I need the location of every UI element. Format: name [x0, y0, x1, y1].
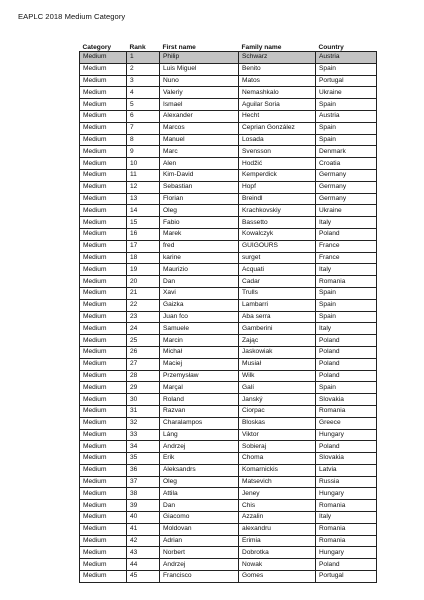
table-row [80, 523, 377, 535]
column-header-family-name: Family name [241, 44, 282, 51]
category-cell: Medium [80, 134, 127, 146]
category-cell: Medium [80, 441, 127, 453]
table-row [80, 205, 377, 217]
category-cell: Medium [80, 547, 127, 559]
country-cell: Romania [316, 405, 377, 417]
first-name-cell: Oleg [160, 476, 239, 488]
family-name-cell: Viktor [239, 429, 316, 441]
table-header [80, 40, 377, 52]
category-cell: Medium [80, 323, 127, 335]
family-name-cell: Matsevich [239, 476, 316, 488]
first-name-cell: Maciej [160, 358, 239, 370]
first-name-cell: Florian [160, 193, 239, 205]
table-row [80, 122, 377, 134]
column-header-category: Category [82, 44, 112, 51]
rank-cell: 39 [127, 500, 160, 512]
family-name-cell: Kowalczyk [239, 228, 316, 240]
rank-cell: 9 [127, 146, 160, 158]
country-cell: Italy [316, 512, 377, 524]
first-name-cell: Giacomo [160, 512, 239, 524]
family-name-cell: Jeney [239, 488, 316, 500]
country-cell: Poland [316, 335, 377, 347]
rank-cell: 7 [127, 122, 160, 134]
category-cell: Medium [80, 535, 127, 547]
first-name-cell: Roland [160, 394, 239, 406]
country-cell: Hungary [316, 429, 377, 441]
country-cell: Germany [316, 169, 377, 181]
first-name-cell: Razvan [160, 405, 239, 417]
first-name-cell: Sebastian [160, 181, 239, 193]
family-name-cell: Svensson [239, 146, 316, 158]
family-name-cell: Cadar [239, 276, 316, 288]
family-name-cell: Trulls [239, 287, 316, 299]
table-row [80, 228, 377, 240]
rank-cell: 11 [127, 169, 160, 181]
country-cell: Romania [316, 276, 377, 288]
category-cell: Medium [80, 52, 127, 64]
family-name-cell: Janský [239, 394, 316, 406]
first-name-cell: fred [160, 240, 239, 252]
family-name-cell: Aba serra [239, 311, 316, 323]
table-row [80, 488, 377, 500]
rank-cell: 23 [127, 311, 160, 323]
country-cell: Portugal [316, 75, 377, 87]
category-cell: Medium [80, 217, 127, 229]
rank-cell: 38 [127, 488, 160, 500]
category-cell: Medium [80, 453, 127, 465]
first-name-cell: Attila [160, 488, 239, 500]
first-name-cell: Aleksandrs [160, 464, 239, 476]
rank-cell: 27 [127, 358, 160, 370]
country-cell: Italy [316, 264, 377, 276]
table-row [80, 169, 377, 181]
table-row [80, 335, 377, 347]
rank-cell: 40 [127, 512, 160, 524]
country-cell: Spain [316, 382, 377, 394]
country-cell: Spain [316, 287, 377, 299]
family-name-cell: Wilk [239, 370, 316, 382]
category-cell: Medium [80, 512, 127, 524]
table-row [80, 417, 377, 429]
first-name-cell: Przemysław [160, 370, 239, 382]
category-cell: Medium [80, 228, 127, 240]
first-name-cell: Charalampos [160, 417, 239, 429]
family-name-cell: Losada [239, 134, 316, 146]
rank-cell: 8 [127, 134, 160, 146]
family-name-cell: Erimia [239, 535, 316, 547]
category-cell: Medium [80, 87, 127, 99]
rank-cell: 6 [127, 110, 160, 122]
table-row [80, 252, 377, 264]
country-cell: Romania [316, 523, 377, 535]
country-cell: Austria [316, 52, 377, 64]
family-name-cell: Schwarz [239, 52, 316, 64]
table-row [80, 311, 377, 323]
family-name-cell: Musiał [239, 358, 316, 370]
family-name-cell: Matos [239, 75, 316, 87]
table-row-highlighted [80, 52, 377, 64]
category-cell: Medium [80, 205, 127, 217]
country-cell: Ukraine [316, 205, 377, 217]
first-name-cell: Erik [160, 453, 239, 465]
category-cell: Medium [80, 429, 127, 441]
category-cell: Medium [80, 571, 127, 583]
category-cell: Medium [80, 358, 127, 370]
rank-cell: 13 [127, 193, 160, 205]
country-cell: Russia [316, 476, 377, 488]
country-cell: Poland [316, 358, 377, 370]
table-row [80, 299, 377, 311]
rank-cell: 29 [127, 382, 160, 394]
country-cell: Romania [316, 500, 377, 512]
rank-cell: 33 [127, 429, 160, 441]
family-name-cell: Dobrotka [239, 547, 316, 559]
family-name-cell: Hopf [239, 181, 316, 193]
table-row [80, 240, 377, 252]
first-name-cell: Fabio [160, 217, 239, 229]
table-row [80, 559, 377, 571]
table-row [80, 476, 377, 488]
document-title: EAPLC 2018 Medium Category [18, 12, 126, 21]
table-row [80, 535, 377, 547]
rank-cell: 12 [127, 181, 160, 193]
table-row [80, 405, 377, 417]
table-row [80, 75, 377, 87]
category-cell: Medium [80, 181, 127, 193]
category-cell: Medium [80, 382, 127, 394]
table-row [80, 500, 377, 512]
column-header-first-name: First name [162, 44, 196, 51]
family-name-cell: Bassetto [239, 217, 316, 229]
category-cell: Medium [80, 276, 127, 288]
first-name-cell: Francisco [160, 571, 239, 583]
category-cell: Medium [80, 488, 127, 500]
family-name-cell: Nemashkalo [239, 87, 316, 99]
category-cell: Medium [80, 370, 127, 382]
rank-cell: 14 [127, 205, 160, 217]
category-cell: Medium [80, 193, 127, 205]
first-name-cell: Juan fco [160, 311, 239, 323]
category-cell: Medium [80, 252, 127, 264]
rank-cell: 4 [127, 87, 160, 99]
table-row [80, 547, 377, 559]
category-cell: Medium [80, 158, 127, 170]
rank-cell: 34 [127, 441, 160, 453]
category-cell: Medium [80, 75, 127, 87]
family-name-cell: Hecht [239, 110, 316, 122]
rank-cell: 24 [127, 323, 160, 335]
table-row [80, 512, 377, 524]
country-cell: Spain [316, 311, 377, 323]
family-name-cell: Nowak [239, 559, 316, 571]
country-cell: Poland [316, 441, 377, 453]
table-row [80, 181, 377, 193]
first-name-cell: Adrian [160, 535, 239, 547]
table-row [80, 346, 377, 358]
country-cell: Hungary [316, 547, 377, 559]
family-name-cell: Choma [239, 453, 316, 465]
table-row [80, 158, 377, 170]
first-name-cell: Marc [160, 146, 239, 158]
rank-cell: 45 [127, 571, 160, 583]
country-cell: Germany [316, 193, 377, 205]
first-name-cell: Nuno [160, 75, 239, 87]
country-cell: Germany [316, 181, 377, 193]
first-name-cell: Luis Miguel [160, 63, 239, 75]
table-row [80, 370, 377, 382]
rank-cell: 31 [127, 405, 160, 417]
country-cell: Poland [316, 228, 377, 240]
first-name-cell: Gaizka [160, 299, 239, 311]
family-name-cell: Jaskowiak [239, 346, 316, 358]
rank-cell: 25 [127, 335, 160, 347]
category-cell: Medium [80, 63, 127, 75]
family-name-cell: Komarnickis [239, 464, 316, 476]
first-name-cell: Kim-David [160, 169, 239, 181]
family-name-cell: Benito [239, 63, 316, 75]
rank-cell: 41 [127, 523, 160, 535]
first-name-cell: Marçal [160, 382, 239, 394]
country-cell: Spain [316, 122, 377, 134]
table-row [80, 429, 377, 441]
country-cell: Denmark [316, 146, 377, 158]
header-row [80, 40, 377, 52]
family-name-cell: Krachkovskiy [239, 205, 316, 217]
country-cell: Italy [316, 323, 377, 335]
column-header-rank: Rank [129, 44, 146, 51]
column-header-country: Country [318, 44, 344, 51]
country-cell: Spain [316, 134, 377, 146]
rank-cell: 21 [127, 287, 160, 299]
category-cell: Medium [80, 523, 127, 535]
first-name-cell: Láng [160, 429, 239, 441]
family-name-cell: Gomes [239, 571, 316, 583]
table-row [80, 394, 377, 406]
category-cell: Medium [80, 240, 127, 252]
first-name-cell: Dan [160, 276, 239, 288]
country-cell: Spain [316, 63, 377, 75]
country-cell: Italy [316, 217, 377, 229]
rank-cell: 22 [127, 299, 160, 311]
category-cell: Medium [80, 299, 127, 311]
family-name-cell: GUIGOURS [239, 240, 316, 252]
country-cell: Poland [316, 370, 377, 382]
table-body [80, 52, 377, 583]
category-cell: Medium [80, 335, 127, 347]
rank-cell: 43 [127, 547, 160, 559]
category-cell: Medium [80, 122, 127, 134]
table-row [80, 441, 377, 453]
rank-cell: 15 [127, 217, 160, 229]
first-name-cell: Alexander [160, 110, 239, 122]
table-row [80, 358, 377, 370]
category-cell: Medium [80, 500, 127, 512]
table-row [80, 276, 377, 288]
table-row [80, 264, 377, 276]
category-cell: Medium [80, 346, 127, 358]
country-cell: France [316, 240, 377, 252]
first-name-cell: Marcos [160, 122, 239, 134]
family-name-cell: Chis [239, 500, 316, 512]
table-row [80, 453, 377, 465]
rank-cell: 30 [127, 394, 160, 406]
first-name-cell: Andrzej [160, 559, 239, 571]
rank-cell: 10 [127, 158, 160, 170]
family-name-cell: Bloskas [239, 417, 316, 429]
table-row [80, 287, 377, 299]
first-name-cell: Ismael [160, 99, 239, 111]
family-name-cell: Hodžić [239, 158, 316, 170]
family-name-cell: Sobieraj [239, 441, 316, 453]
rank-cell: 36 [127, 464, 160, 476]
first-name-cell: Andrzej [160, 441, 239, 453]
country-cell: Greece [316, 417, 377, 429]
rank-cell: 17 [127, 240, 160, 252]
table-row [80, 146, 377, 158]
results-table [79, 40, 377, 583]
rank-cell: 28 [127, 370, 160, 382]
country-cell: Poland [316, 346, 377, 358]
family-name-cell: Galí [239, 382, 316, 394]
country-cell: Poland [316, 559, 377, 571]
category-cell: Medium [80, 417, 127, 429]
rank-cell: 16 [127, 228, 160, 240]
rank-cell: 19 [127, 264, 160, 276]
rank-cell: 44 [127, 559, 160, 571]
first-name-cell: Samuele [160, 323, 239, 335]
first-name-cell: Oleg [160, 205, 239, 217]
country-cell: Hungary [316, 488, 377, 500]
first-name-cell: Maurizio [160, 264, 239, 276]
family-name-cell: Kemperdick [239, 169, 316, 181]
rank-cell: 42 [127, 535, 160, 547]
table-row [80, 87, 377, 99]
country-cell: Croatia [316, 158, 377, 170]
table-row [80, 217, 377, 229]
rank-cell: 1 [127, 52, 160, 64]
family-name-cell: Aguilar Soria [239, 99, 316, 111]
table-row [80, 382, 377, 394]
country-cell: Slovakia [316, 453, 377, 465]
first-name-cell: Alen [160, 158, 239, 170]
table-row [80, 571, 377, 583]
family-name-cell: Ceprian González [239, 122, 316, 134]
rank-cell: 26 [127, 346, 160, 358]
category-cell: Medium [80, 264, 127, 276]
country-cell: Spain [316, 299, 377, 311]
family-name-cell: Lambarri [239, 299, 316, 311]
rank-cell: 3 [127, 75, 160, 87]
country-cell: Spain [316, 99, 377, 111]
rank-cell: 18 [127, 252, 160, 264]
first-name-cell: Michał [160, 346, 239, 358]
table-row [80, 99, 377, 111]
category-cell: Medium [80, 146, 127, 158]
first-name-cell: Valeriy [160, 87, 239, 99]
country-cell: Latvia [316, 464, 377, 476]
first-name-cell: Marek [160, 228, 239, 240]
rank-cell: 5 [127, 99, 160, 111]
rank-cell: 32 [127, 417, 160, 429]
table-row [80, 110, 377, 122]
country-cell: Austria [316, 110, 377, 122]
country-cell: Slovakia [316, 394, 377, 406]
first-name-cell: Dan [160, 500, 239, 512]
rank-cell: 2 [127, 63, 160, 75]
first-name-cell: karine [160, 252, 239, 264]
rank-cell: 35 [127, 453, 160, 465]
table-row [80, 63, 377, 75]
first-name-cell: Xavi [160, 287, 239, 299]
category-cell: Medium [80, 287, 127, 299]
category-cell: Medium [80, 476, 127, 488]
category-cell: Medium [80, 311, 127, 323]
rank-cell: 20 [127, 276, 160, 288]
category-cell: Medium [80, 405, 127, 417]
table-row [80, 464, 377, 476]
family-name-cell: surget [239, 252, 316, 264]
table-row [80, 134, 377, 146]
category-cell: Medium [80, 110, 127, 122]
family-name-cell: Azzalin [239, 512, 316, 524]
family-name-cell: Gamberini [239, 323, 316, 335]
first-name-cell: Moldovan [160, 523, 239, 535]
category-cell: Medium [80, 169, 127, 181]
first-name-cell: Philip [160, 52, 239, 64]
family-name-cell: alexandru [239, 523, 316, 535]
category-cell: Medium [80, 464, 127, 476]
category-cell: Medium [80, 394, 127, 406]
family-name-cell: Breindl [239, 193, 316, 205]
first-name-cell: Marcin [160, 335, 239, 347]
country-cell: Portugal [316, 571, 377, 583]
table-row [80, 193, 377, 205]
first-name-cell: Norbert [160, 547, 239, 559]
family-name-cell: Zając [239, 335, 316, 347]
country-cell: Romania [316, 535, 377, 547]
category-cell: Medium [80, 559, 127, 571]
family-name-cell: Acquati [239, 264, 316, 276]
table-row [80, 323, 377, 335]
country-cell: France [316, 252, 377, 264]
category-cell: Medium [80, 99, 127, 111]
country-cell: Ukraine [316, 87, 377, 99]
family-name-cell: Ciorpac [239, 405, 316, 417]
rank-cell: 37 [127, 476, 160, 488]
first-name-cell: Manuel [160, 134, 239, 146]
